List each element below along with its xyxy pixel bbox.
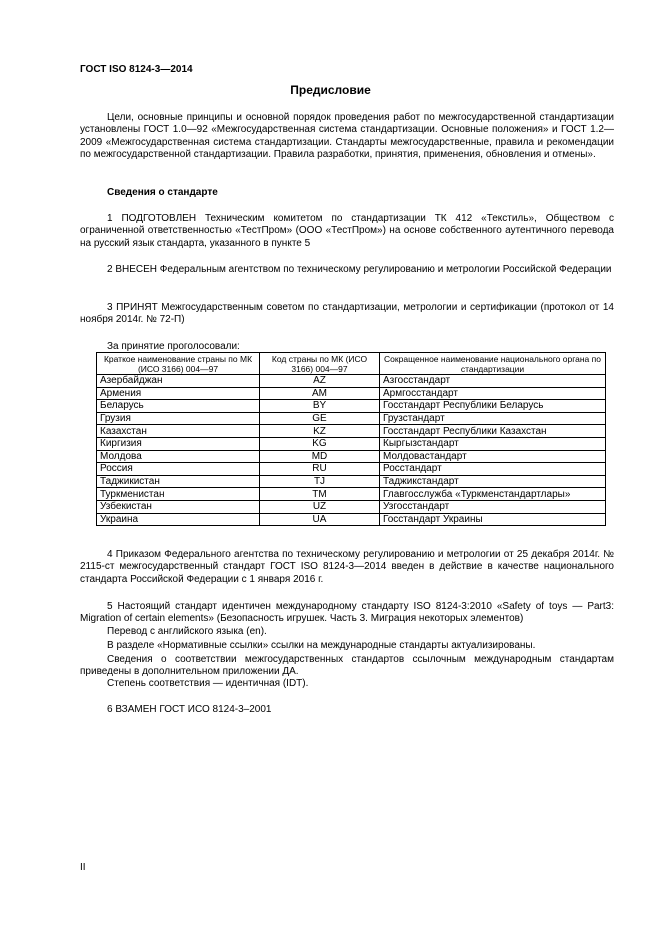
document-header: ГОСТ ISO 8124-3—2014 xyxy=(80,64,193,75)
standards-body-cell: Госстандарт Республики Казахстан xyxy=(380,425,606,438)
table-row xyxy=(97,513,606,526)
table-row xyxy=(97,400,606,413)
section-title: Сведения о стандарте xyxy=(107,187,218,198)
country-code-cell: AM xyxy=(260,387,380,400)
country-name-cell: Узбекистан xyxy=(97,500,260,513)
country-name-cell: Азербайджан xyxy=(97,375,260,388)
table-row xyxy=(97,375,606,388)
country-code-cell: AZ xyxy=(260,375,380,388)
table-row xyxy=(97,475,606,488)
item-4-paragraph: 4 Приказом Федерального агентства по техническому регулированию и метрологии от 25 декабря 2014г. № 2115-ст межгосударственный стандарт ГОСТ ISO 8124-3—2014 введен в действие в качестве национального стандарта Российской Федерации с 1 января 2016 г. xyxy=(80,549,614,585)
country-code-cell: KG xyxy=(260,437,380,450)
table-row xyxy=(97,412,606,425)
standards-body-cell: Грузстандарт xyxy=(380,412,606,425)
standards-body-cell: Армгосстандарт xyxy=(380,387,606,400)
standards-body-cell: Главгосслужба «Туркменстандартлары» xyxy=(380,488,606,501)
item-5-references: В разделе «Нормативные ссылки» ссылки на международные стандарты актуализированы. xyxy=(107,640,536,651)
country-code-cell: RU xyxy=(260,463,380,476)
intro-paragraph: Цели, основные принципы и основной порядок проведения работ по межгосударственной стандартизации установлены ГОСТ 1.0—92 «Межгосударственная система стандартизации. Основные положения» и ГОСТ 1.2—2009 «Межгосударственная система стандартизации. Стандарты межгосударственные, правила и рекомендации по межгосударственной стандартизации. Правила разработки, принятия, применения, обновления и отмены». xyxy=(80,112,614,161)
table-header-cell: Краткое наименование страны по МК (ИСО 3166) 004—97 xyxy=(97,353,260,375)
country-name-cell: Казахстан xyxy=(97,425,260,438)
standards-body-cell: Росстандарт xyxy=(380,463,606,476)
table-row xyxy=(97,488,606,501)
country-name-cell: Армения xyxy=(97,387,260,400)
item-6-paragraph: 6 ВЗАМЕН ГОСТ ИСО 8124-3–2001 xyxy=(107,704,272,715)
standards-body-cell: Молдовастандарт xyxy=(380,450,606,463)
item-1-paragraph: 1 ПОДГОТОВЛЕН Техническим комитетом по стандартизации ТК 412 «Текстиль», Обществом с ограниченной ответственностью «ТестПром» (ООО «ТестПром») на основе собственного аутентичного перевода на русский язык стандарта, указанного в пункте 5 xyxy=(80,213,614,249)
table-row xyxy=(97,500,606,513)
country-code-cell: TM xyxy=(260,488,380,501)
standards-body-cell: Госстандарт Украины xyxy=(380,513,606,526)
item-5-paragraph: 5 Настоящий стандарт идентичен международному стандарту ISO 8124-3:2010 «Safety of toys — Part3: Migration of certain elements» (Безопасность игрушек. Часть 3. Миграция некоторых элементов) xyxy=(80,601,614,625)
country-code-cell: GE xyxy=(260,412,380,425)
table-row xyxy=(97,450,606,463)
standards-body-cell: Госстандарт Республики Беларусь xyxy=(380,400,606,413)
country-name-cell: Туркменистан xyxy=(97,488,260,501)
vote-label: За принятие проголосовали: xyxy=(107,341,240,352)
table-row xyxy=(97,463,606,476)
item-5-language: Перевод с английского языка (en). xyxy=(107,626,267,637)
page-title: Предисловие xyxy=(290,83,371,97)
country-code-cell: UA xyxy=(260,513,380,526)
country-name-cell: Россия xyxy=(97,463,260,476)
country-name-cell: Украина xyxy=(97,513,260,526)
table-header-cell: Код страны по МК (ИСО 3166) 004—97 xyxy=(260,353,380,375)
country-name-cell: Молдова xyxy=(97,450,260,463)
table-row xyxy=(97,387,606,400)
page-number: II xyxy=(80,862,86,873)
country-name-cell: Грузия xyxy=(97,412,260,425)
standards-body-cell: Узгосстандарт xyxy=(380,500,606,513)
item-5-degree: Степень соответствия — идентичная (IDT). xyxy=(107,678,309,689)
country-name-cell: Киргизия xyxy=(97,437,260,450)
country-code-cell: TJ xyxy=(260,475,380,488)
country-code-cell: BY xyxy=(260,400,380,413)
country-code-cell: KZ xyxy=(260,425,380,438)
item-2-paragraph: 2 ВНЕСЕН Федеральным агентством по техническому регулированию и метрологии Российской Федерации xyxy=(107,264,612,275)
country-code-cell: UZ xyxy=(260,500,380,513)
table-row xyxy=(97,425,606,438)
item-3-paragraph: 3 ПРИНЯТ Межгосударственным советом по стандартизации, метрологии и сертификации (протокол от 14 ноября 2014г. № 72-П) xyxy=(80,302,614,326)
country-name-cell: Таджикистан xyxy=(97,475,260,488)
standards-body-cell: Кыргызстандарт xyxy=(380,437,606,450)
table-header-row xyxy=(97,353,606,375)
item-5-info: Сведения о соответствии межгосударственных стандартов ссылочным международным стандартам приведены в дополнительном приложении ДА. xyxy=(80,654,614,678)
table-header-cell: Сокращенное наименование национального органа по стандартизации xyxy=(380,353,606,375)
country-name-cell: Беларусь xyxy=(97,400,260,413)
table-row xyxy=(97,437,606,450)
standards-body-cell: Азгосстандарт xyxy=(380,375,606,388)
standards-body-cell: Таджикстандарт xyxy=(380,475,606,488)
country-code-cell: MD xyxy=(260,450,380,463)
countries-table xyxy=(96,352,606,526)
